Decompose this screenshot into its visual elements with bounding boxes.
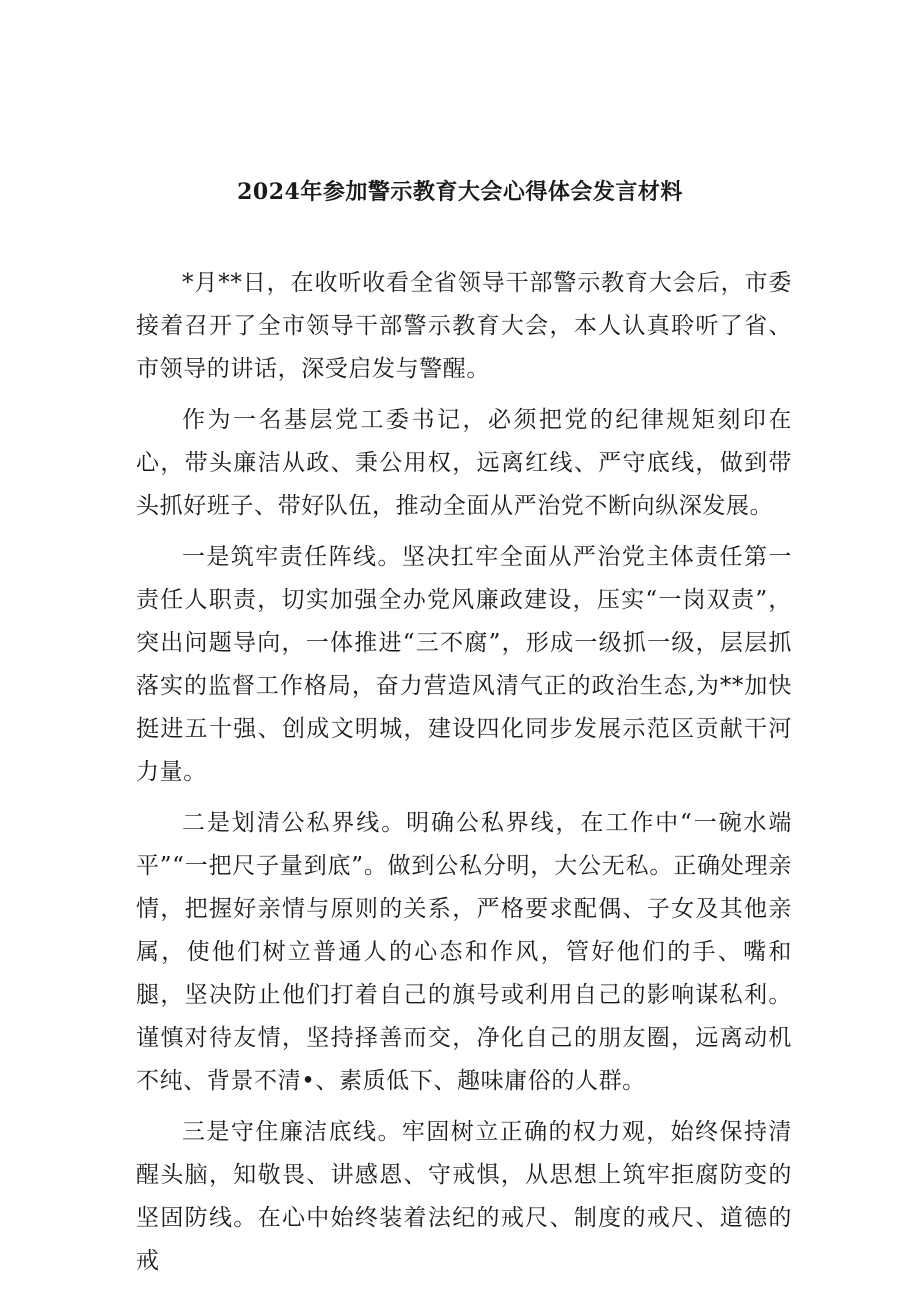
paragraph-point-three: 三是守住廉洁底线。牢固树立正确的权力观，始终保持清醒头脑，知敬畏、讲感恩、守戒惧，从思想上筑牢拒腐防变的坚固防线。在心中始终装着法纪的戒尺、制度的戒尺、道德的戒 (136, 1119, 792, 1274)
paragraph-point-two: 二是划清公私界线。明确公私界线，在工作中“一碗水端平”“一把尺子量到底”。做到公私分明，大公无私。正确处理亲情，把握好亲情与原则的关系，严格要求配偶、子女及其他亲属，使他们树立普通人的心态和作风，管好他们的手、嘴和腿，坚决防止他们打着自己的旗号或利用自己的影响谋私利。谨慎对待友情，坚持择善而交，净化自己的朋友圈，远离动机不纯、背景不清•、素质低下、趣味庸俗的人群。 (136, 810, 792, 1094)
document-body (136, 262, 792, 1291)
paragraph-intro: *月**日，在收听收看全省领导干部警示教育大会后，市委接着召开了全市领导干部警示教育大会，本人认真聆听了省、市领导的讲话，深受启发与警醒。 (136, 270, 792, 382)
paragraph-role: 作为一名基层党工委书记，必须把党的纪律规矩刻印在心，带头廉洁从政、秉公用权，远离红线、严守底线，做到带头抓好班子、带好队伍，推动全面从严治党不断向纵深发展。 (136, 407, 792, 519)
document-title: 2024年参加警示教育大会心得体会发言材料 (237, 179, 683, 205)
paragraph-point-one: 一是筑牢责任阵线。坚决扛牢全面从严治党主体责任第一责任人职责，切实加强全办党风廉政建设，压实“一岗双责”，突出问题导向，一体推进“三不腐”，形成一级抓一级，层层抓落实的监督工作格局，奋力营造风清气正的政治生态,为**加快挺进五十强、创成文明城，建设四化同步发展示范区贡献干河力量。 (136, 544, 792, 785)
